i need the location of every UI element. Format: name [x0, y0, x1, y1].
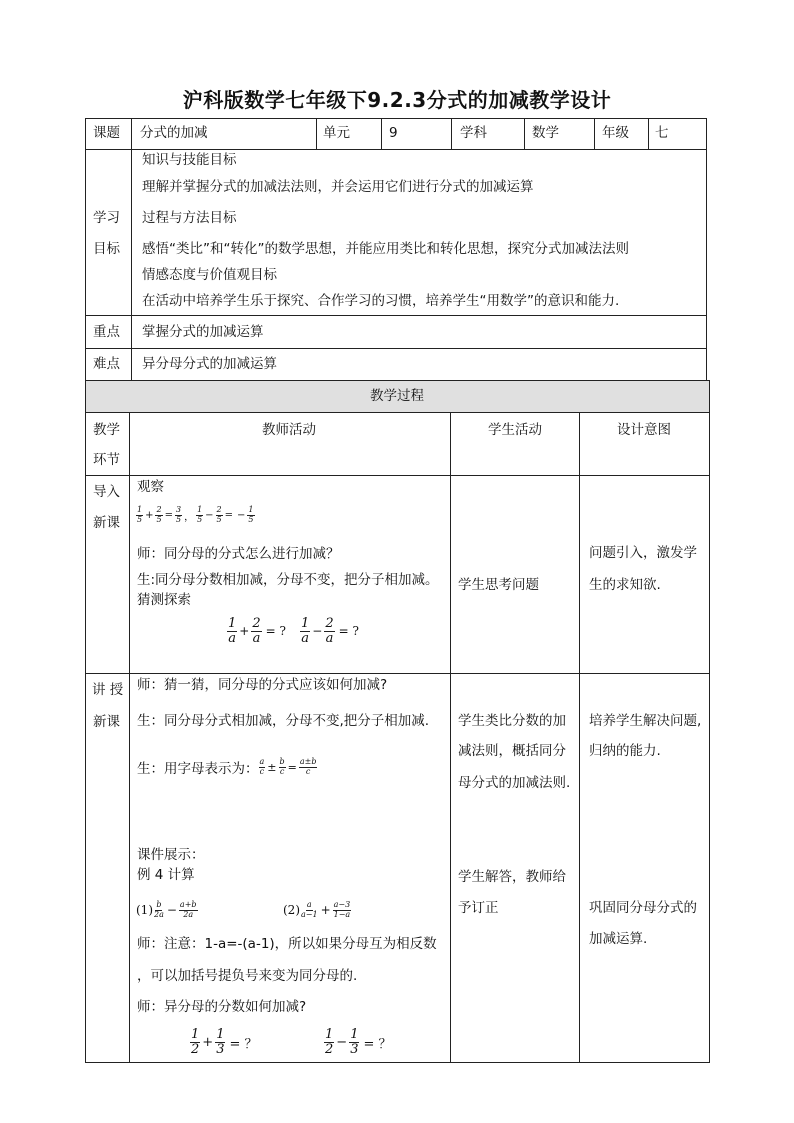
courseware-text: 课件展示： — [137, 847, 205, 863]
cell-goals-label — [85, 149, 132, 316]
teach-design-1b: 归纳的能力. — [589, 743, 661, 759]
question-2: 师：异分母的分数如何加减? — [137, 999, 307, 1015]
unit-label: 单元 — [323, 125, 350, 141]
key-text: 掌握分式的加减运算 — [142, 324, 264, 340]
goal-line: 过程与方法目标 — [142, 210, 237, 226]
page-title: 沪科版数学七年级下9.2.3分式的加减教学设计 — [182, 88, 612, 112]
teach-design-2b: 加减运算. — [589, 931, 648, 947]
teach-design-1a: 培养学生解决问题, — [589, 713, 702, 729]
teach-student-1c: 母分式的加减法则. — [458, 775, 571, 791]
col-stage-2: 环节 — [93, 452, 120, 468]
col-student: 学生活动 — [488, 422, 542, 438]
teach-student-cell — [450, 673, 580, 1063]
intro-design-1: 问题引入，激发学 — [589, 545, 697, 561]
grade-value: 七 — [655, 125, 669, 141]
intro-stage-2: 新课 — [93, 515, 120, 531]
intro-student-cell — [450, 475, 580, 674]
goals-label-2: 目标 — [93, 241, 120, 257]
rule-formula: 生：用字母表示为： $\frac{a}{c}$ ± $\frac{b}{c}$ = $\frac{a\pm b}{c}$ — [137, 757, 317, 777]
example-text: 例 4 计算 — [137, 867, 195, 883]
col-stage-1: 教学 — [93, 422, 120, 438]
key-label: 重点 — [93, 324, 120, 340]
teacher-question: 师：同分母的分式怎么进行加减？ — [137, 546, 340, 562]
note-line-1: 师：注意：1-a=-(a-1)，所以如果分母互为相反数 — [137, 936, 437, 952]
col-design: 设计意图 — [617, 422, 671, 438]
goal-line: 理解并掌握分式的加减法法则，并会运用它们进行分式的加减运算 — [142, 179, 534, 195]
problem-2: (2) $\frac{a}{a-1}$ + $\frac{a-3}{1-a}$ — [283, 900, 351, 919]
guess-equation-2: $\frac{1}{a}$ − $\frac{2}{a}$ = ? — [301, 615, 359, 646]
teach-stage-cell — [85, 673, 130, 1063]
note-line-2: ，可以加括号提负号来变为同分母的. — [137, 968, 358, 984]
intro-design-2: 生的求知欲. — [589, 577, 661, 593]
teach-stage-1: 讲 授 — [92, 682, 124, 698]
teach-student-1a: 学生类比分数的加 — [458, 713, 566, 729]
difficult-label: 难点 — [93, 356, 120, 372]
topic-value: 分式的加减 — [140, 125, 208, 141]
col-teacher: 教师活动 — [262, 422, 316, 438]
subject-label: 学科 — [460, 125, 487, 141]
hetero-equation-2: $\frac{1}{2}$ − $\frac{1}{3}$ = ？ — [325, 1026, 392, 1057]
intro-stage-1: 导入 — [93, 484, 120, 500]
process-header: 教学过程 — [370, 388, 424, 404]
guess-text: 猜测探索 — [137, 592, 191, 608]
goal-line: 感悟“类比”和“转化”的数学思想，并能应用类比和转化思想，探究分式加减法法则 — [142, 241, 629, 257]
teach-student-2a: 学生解答，教师给 — [458, 869, 566, 885]
intro-student-text: 学生思考问题 — [458, 577, 539, 593]
teach-student-1b: 减法则，概括同分 — [458, 743, 566, 759]
teach-student-2b: 予订正 — [458, 900, 499, 916]
observe-text: 观察 — [137, 479, 164, 495]
intro-stage-cell — [85, 475, 130, 674]
unit-value: 9 — [389, 125, 398, 141]
teach-design-cell — [579, 673, 710, 1063]
student-answer: 生:同分母分数相加减，分母不变，把分子相加减。 — [137, 572, 439, 588]
guess-equation-1: $\frac{1}{a}$ + $\frac{2}{a}$ = ? — [228, 615, 286, 646]
problem-1: (1) $\frac{b}{2a}$ − $\frac{a+b}{2a}$ — [136, 900, 197, 919]
teach-line-1: 师：猜一猜，同分母的分式应该如何加减? — [137, 677, 388, 693]
observe-equations: $\frac{1}{5}$ + $\frac{2}{5}$ = $\frac{3}{5}$ ， $\frac{1}{5}$ − $\frac{2}{5}$ = − $\frac{1}{5}$ — [137, 505, 254, 524]
teach-stage-2: 新课 — [93, 714, 120, 730]
topic-label: 课题 — [93, 125, 120, 141]
intro-design-cell — [579, 475, 710, 674]
grade-label: 年级 — [602, 125, 629, 141]
teach-line-2: 生：同分母分式相加减，分母不变,把分子相加减. — [137, 713, 430, 729]
teach-design-2a: 巩固同分母分式的 — [589, 900, 697, 916]
goal-line: 知识与技能目标 — [142, 152, 237, 168]
goals-label-1: 学习 — [93, 210, 120, 226]
difficult-text: 异分母分式的加减运算 — [142, 356, 277, 372]
cell-goals — [131, 149, 707, 316]
goal-line: 情感态度与价值观目标 — [142, 267, 277, 283]
goal-line: 在活动中培养学生乐于探究、合作学习的习惯，培养学生“用数学”的意识和能力. — [142, 293, 620, 309]
subject-value: 数学 — [532, 125, 559, 141]
hetero-equation-1: $\frac{1}{2}$ + $\frac{1}{3}$ = ？ — [191, 1026, 258, 1057]
